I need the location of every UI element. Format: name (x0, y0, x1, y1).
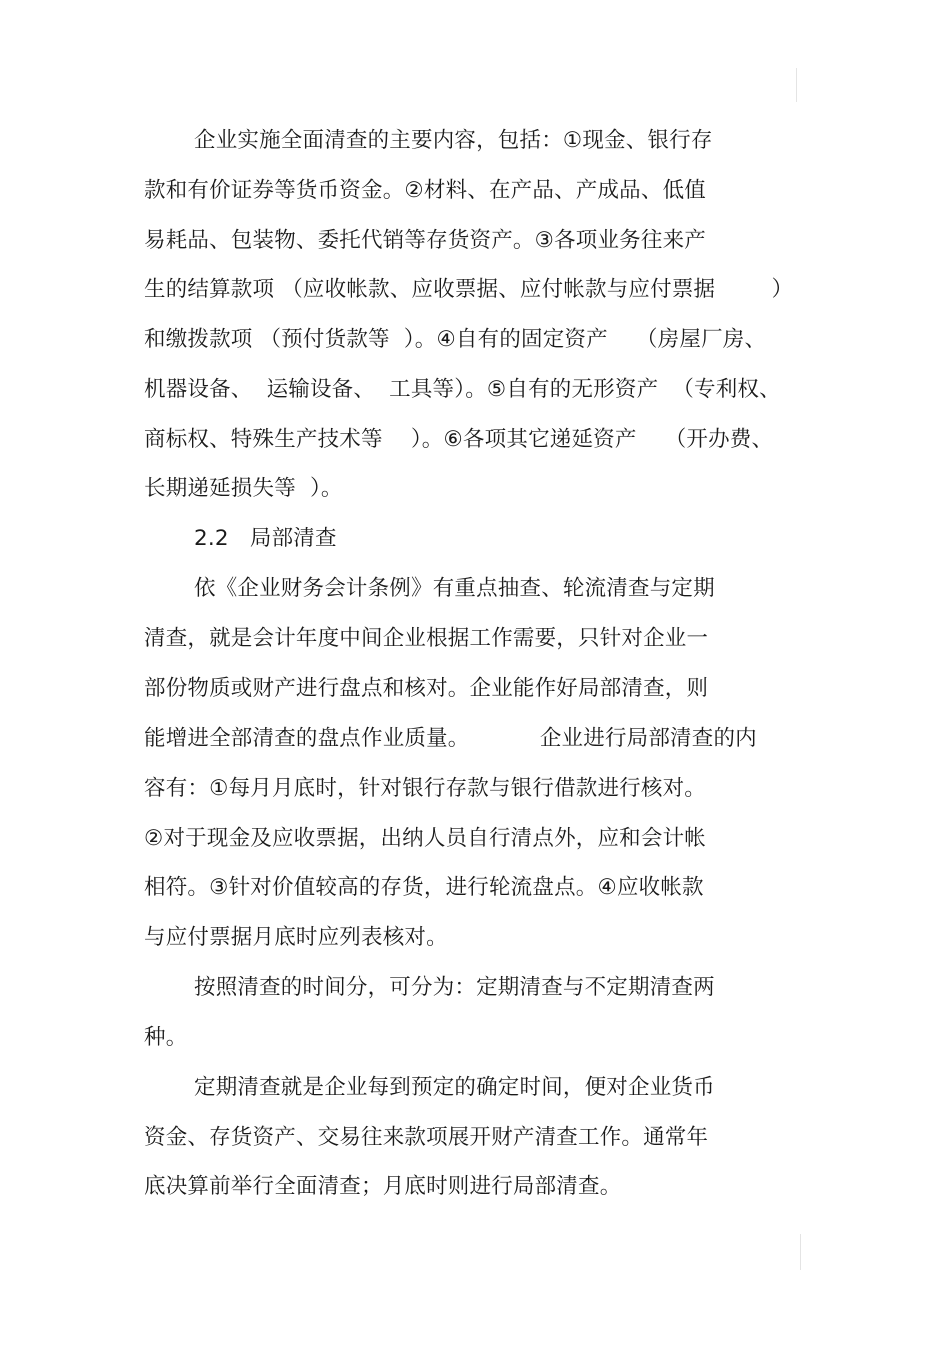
text-line: 易耗品、包装物、委托代销等存货资产。③各项业务往来产 (144, 228, 706, 253)
text-line: 种。 (144, 1025, 188, 1050)
text-line: 商标权、特殊生产技术等 ）。⑥各项其它递延资产 （开办费、 (144, 427, 774, 452)
text-line: 款和有价证券等货币资金。②材料、在产品、产成品、低值 (144, 178, 706, 203)
text-line: 资金、存货资产、交易往来款项展开财产清查工作。通常年 (144, 1125, 709, 1150)
text-line: 清查，就是会计年度中间企业根据工作需要，只针对企业一 (144, 626, 709, 651)
text-line: 定期清查就是企业每到预定的确定时间，便对企业货币 (194, 1075, 715, 1100)
text-line: 和缴拨款项 （预付货款等 ）。④自有的固定资产 （房屋厂房、 (144, 327, 767, 352)
text-line: 容有：①每月月底时，针对银行存款与银行借款进行核对。 (144, 776, 706, 801)
text-line: 与应付票据月底时应列表核对。 (144, 925, 448, 950)
text-line: 生的结算款项 （应收帐款、应收票据、应付帐款与应付票据 ） (144, 277, 794, 302)
page-edge-mark-bottom (800, 1234, 801, 1270)
text-line: 机器设备、 运输设备、 工具等）。⑤自有的无形资产 （专利权、 (144, 377, 781, 402)
text-line: 底决算前举行全面清查；月底时则进行局部清查。 (144, 1174, 622, 1199)
text-line: 按照清查的时间分，可分为：定期清查与不定期清查两 (194, 975, 715, 1000)
text-line: 企业实施全面清查的主要内容，包括：①现金、银行存 (194, 128, 713, 153)
text-line: 部份物质或财产进行盘点和核对。企业能作好局部清查，则 (144, 676, 709, 701)
text-line: 长期递延损失等 ）。 (144, 476, 343, 501)
page-edge-mark-top (796, 68, 797, 102)
section-heading: 2.2 局部清查 (194, 526, 337, 551)
text-line: 能增进全部清查的盘点作业质量。 企业进行局部清查的内 (144, 726, 757, 751)
text-line: ②对于现金及应收票据，出纳人员自行清点外，应和会计帐 (144, 826, 706, 851)
text-line: 相符。③针对价值较高的存货，进行轮流盘点。④应收帐款 (144, 875, 704, 900)
text-line: 依《企业财务会计条例》有重点抽查、轮流清查与定期 (194, 576, 715, 601)
